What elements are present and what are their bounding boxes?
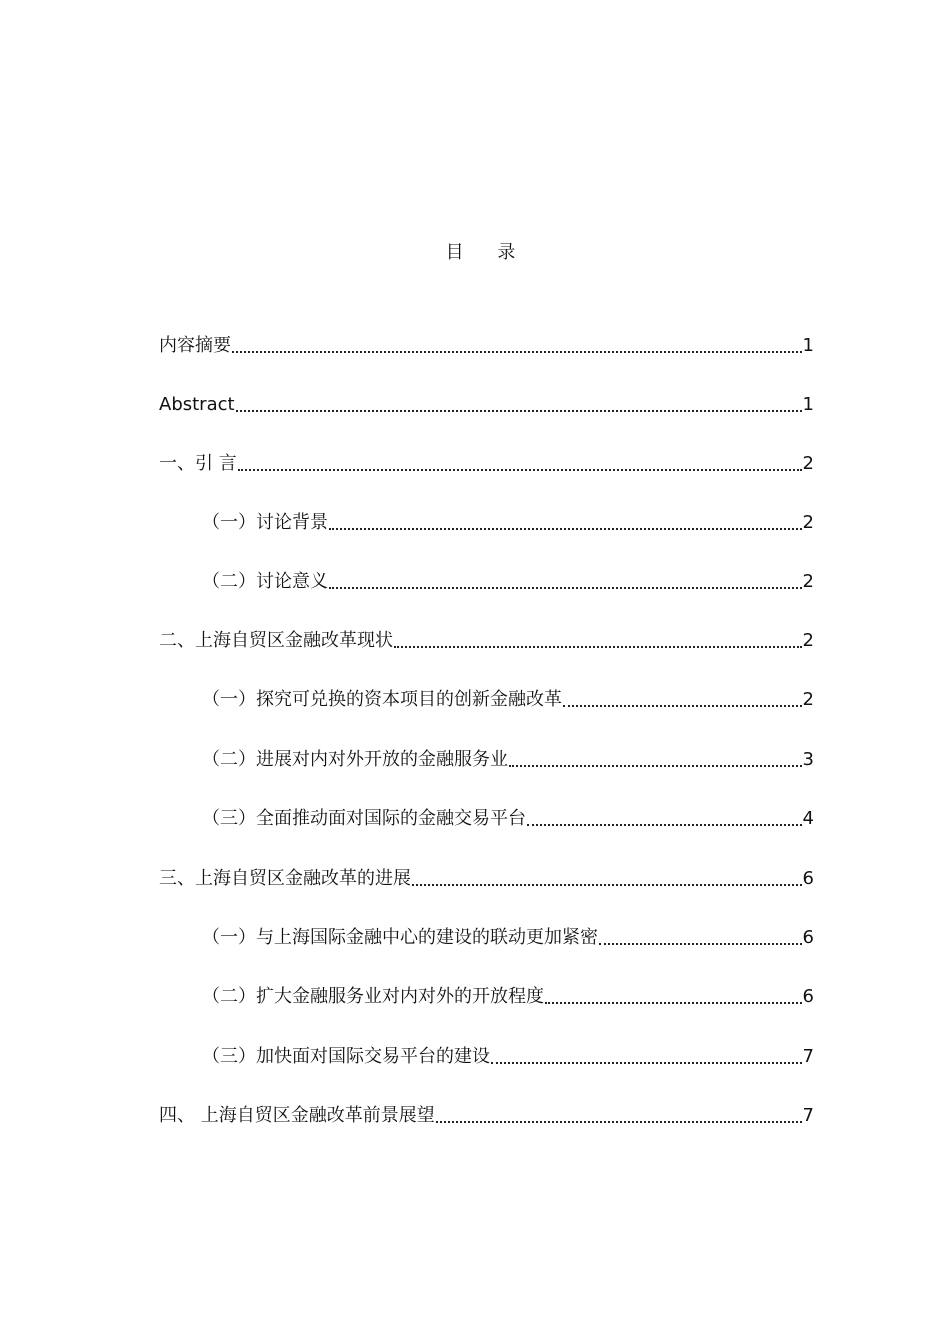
toc-entry-page-number: 1 <box>802 394 814 415</box>
toc-entry-progress[interactable] <box>159 865 814 893</box>
page-title: 目 录 <box>445 242 530 263</box>
dot-leader <box>329 528 802 530</box>
toc-entry-abstract-cn[interactable] <box>159 332 814 360</box>
toc-entry-label: （三）全面推动面对国际的金融交易平台 <box>202 808 526 829</box>
toc-entry-page-number: 6 <box>802 986 814 1007</box>
dot-leader <box>232 351 802 353</box>
toc-entry-abstract-en[interactable] <box>159 391 814 419</box>
toc-entry-financial-center-linkage[interactable] <box>202 924 814 952</box>
dot-leader <box>394 646 802 648</box>
toc-entry-label: 四、 上海自贸区金融改革前景展望 <box>159 1105 435 1126</box>
toc-entry-label: （一）探究可兑换的资本项目的创新金融改革 <box>202 689 562 710</box>
toc-entry-label: （二）讨论意义 <box>202 571 328 592</box>
toc-entry-label: 三、上海自贸区金融改革的进展 <box>159 868 411 889</box>
toc-entry-expand-opening[interactable] <box>202 983 814 1011</box>
dot-leader <box>563 705 802 707</box>
toc-entry-label: 一、引 言 <box>159 453 237 474</box>
dot-leader <box>527 824 802 826</box>
toc-entry-label: 二、上海自贸区金融改革现状 <box>159 630 393 651</box>
toc-entry-page-number: 2 <box>802 689 814 710</box>
dot-leader <box>436 1121 802 1123</box>
dot-leader <box>236 410 802 412</box>
toc-entry-page-number: 2 <box>802 630 814 651</box>
toc-entry-page-number: 7 <box>802 1046 814 1067</box>
toc-entry-label: （三）加快面对国际交易平台的建设 <box>202 1046 490 1067</box>
toc-entry-page-number: 6 <box>802 927 814 948</box>
toc-entry-label: 内容摘要 <box>159 335 231 356</box>
dot-leader <box>238 469 802 471</box>
toc-entry-background[interactable] <box>202 509 814 537</box>
toc-entry-financial-services-opening[interactable] <box>202 746 814 774</box>
toc-entry-page-number: 2 <box>802 571 814 592</box>
dot-leader <box>545 1002 802 1004</box>
toc-entry-page-number: 3 <box>802 749 814 770</box>
dot-leader <box>491 1062 802 1064</box>
toc-entry-page-number: 2 <box>802 512 814 533</box>
toc-entry-current-status[interactable] <box>159 627 814 655</box>
dot-leader <box>599 943 802 945</box>
toc-entry-outlook[interactable] <box>159 1102 814 1130</box>
toc-entry-page-number: 4 <box>802 808 814 829</box>
toc-entry-page-number: 1 <box>802 335 814 356</box>
toc-entry-page-number: 6 <box>802 868 814 889</box>
toc-entry-trading-platform[interactable] <box>202 805 814 833</box>
toc-entry-page-number: 7 <box>802 1105 814 1126</box>
toc-entry-label: Abstract <box>159 394 235 415</box>
toc-entry-label: （二）扩大金融服务业对内对外的开放程度 <box>202 986 544 1007</box>
toc-entry-page-number: 2 <box>802 453 814 474</box>
toc-entry-label: （一）与上海国际金融中心的建设的联动更加紧密 <box>202 927 598 948</box>
toc-entry-platform-construction[interactable] <box>202 1043 814 1071</box>
toc-entry-label: （二）进展对内对外开放的金融服务业 <box>202 749 508 770</box>
toc-entry-significance[interactable] <box>202 568 814 596</box>
dot-leader <box>412 884 802 886</box>
toc-entry-capital-account[interactable] <box>202 686 814 714</box>
toc-entry-introduction[interactable] <box>159 450 814 478</box>
dot-leader <box>509 765 802 767</box>
toc-entry-label: （一）讨论背景 <box>202 512 328 533</box>
dot-leader <box>329 587 802 589</box>
